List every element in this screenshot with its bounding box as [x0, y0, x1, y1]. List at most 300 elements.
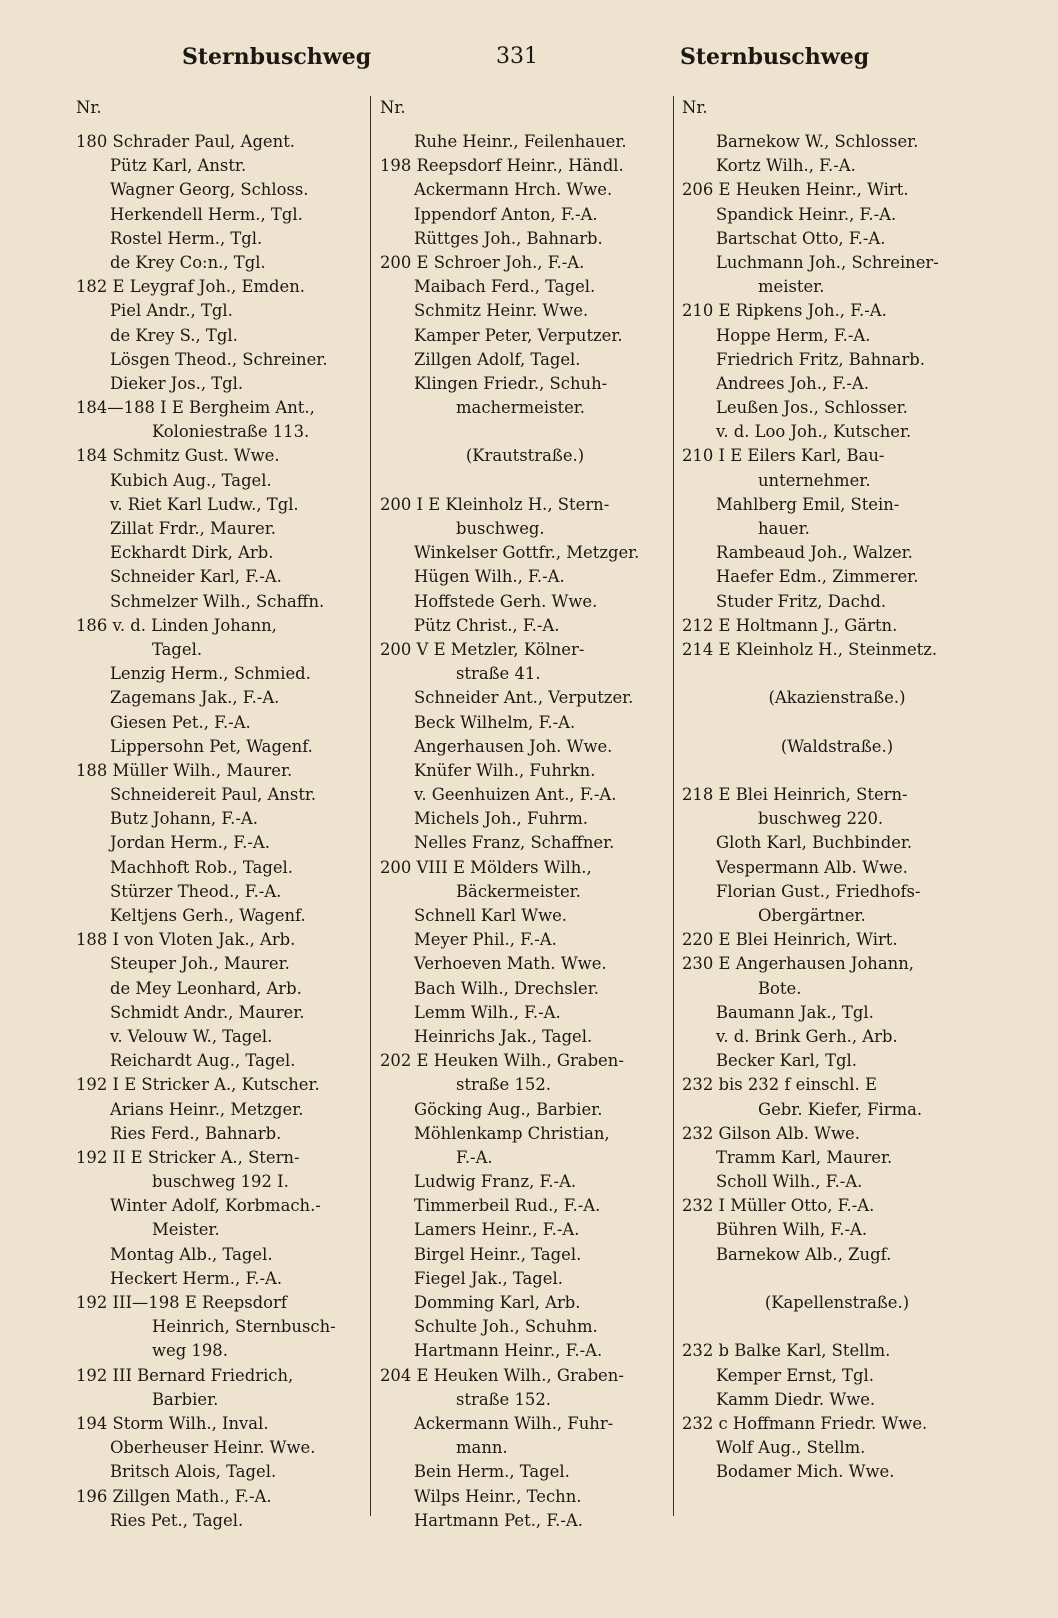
entry-text: Hoffmann Friedr. Wwe.	[732, 1413, 928, 1433]
resident-entry	[76, 251, 376, 275]
house-number: 182 E	[76, 277, 125, 297]
resident-entry	[682, 1388, 992, 1412]
entry-text: Lippersohn Pet, Wagenf.	[110, 736, 313, 756]
resident-entry	[380, 590, 670, 614]
column-nr-label: Nr.	[76, 98, 102, 117]
resident-entry	[76, 1049, 376, 1073]
entry-text: Verhoeven Math. Wwe.	[414, 954, 607, 974]
house-entry	[682, 1073, 992, 1097]
entry-text: Wagner Georg, Schloss.	[110, 180, 309, 200]
resident-entry	[682, 251, 992, 275]
entry-text: Spandick Heinr., F.-A.	[716, 204, 897, 224]
resident-entry	[380, 711, 670, 735]
entry-text: straße 152.	[456, 1075, 551, 1095]
blank-gap	[682, 1267, 992, 1291]
resident-entry	[76, 493, 376, 517]
entry-text: E Metzler, Kölner-	[433, 639, 585, 659]
entry-text: Ackermann Wilh., Fuhr-	[414, 1413, 614, 1433]
entry-text: v. Velouw W., Tagel.	[110, 1026, 273, 1046]
column-1	[76, 96, 376, 1533]
entry-text: Fiegel Jak., Tagel.	[414, 1268, 563, 1288]
entry-text: von Vloten Jak., Arb.	[124, 930, 296, 950]
resident-entry	[682, 372, 992, 396]
resident-entry	[76, 1460, 376, 1484]
resident-entry	[682, 1170, 992, 1194]
resident-entry	[380, 203, 670, 227]
entry-text: Kortz Wilh., F.-A.	[716, 156, 856, 176]
entry-text: Heinrichs Jak., Tagel.	[414, 1026, 593, 1046]
entry-text: Obergärtner.	[758, 906, 866, 925]
resident-entry	[380, 977, 670, 1001]
page-number: 331	[496, 44, 538, 69]
entry-text: F.-A.	[456, 1147, 493, 1167]
entry-text: Florian Gust., Friedhofs-	[716, 881, 921, 901]
entry-text: Lamers Heinr., F.-A.	[414, 1220, 580, 1240]
house-number: 192 III—198	[76, 1293, 180, 1312]
entry-text: Reichardt Aug., Tagel.	[110, 1051, 296, 1071]
resident-entry	[380, 1001, 670, 1025]
entry-text: E Heuken Wilh., Graben-	[416, 1051, 624, 1071]
entry-text: Winkelser Gottfr., Metzger.	[414, 543, 640, 563]
resident-entry	[76, 904, 376, 928]
entry-text: Meister.	[152, 1220, 220, 1240]
entry-text: Bodamer Mich. Wwe.	[716, 1462, 895, 1482]
entry-text: Maibach Ferd., Tagel.	[414, 277, 596, 297]
resident-entry	[380, 831, 670, 855]
entry-text: E Stricker A., Stern-	[130, 1147, 300, 1167]
entry-text: v. Riet Karl Ludw., Tgl.	[110, 494, 299, 514]
resident-entry	[76, 952, 376, 976]
house-entry	[682, 1122, 992, 1146]
entry-text: buschweg 220.	[758, 809, 884, 829]
entry-text: Bäckermeister.	[456, 881, 581, 901]
entry-text: Dieker Jos., Tgl.	[110, 373, 244, 393]
house-number: 232	[682, 1123, 714, 1143]
resident-entry	[76, 880, 376, 904]
entry-text: Müller Otto, F.-A.	[730, 1196, 875, 1216]
resident-entry	[76, 735, 376, 759]
entry-text: Kleinholz H., Steinmetz.	[735, 639, 938, 659]
house-number: 200 E	[380, 252, 429, 272]
entry-text: bis 232 f einschl. E	[718, 1075, 877, 1095]
resident-entry	[76, 1025, 376, 1049]
entry-text: Friedrich Fritz, Bahnarb.	[716, 349, 925, 369]
house-number: 212 E	[682, 615, 731, 635]
house-entry	[682, 178, 992, 202]
resident-entry	[380, 928, 670, 952]
resident-entry	[380, 783, 670, 807]
house-entry	[682, 928, 992, 952]
house-number: 198	[380, 156, 412, 176]
resident-entry	[76, 1122, 376, 1146]
resident-entry	[380, 1388, 670, 1412]
entry-text: Machhoft Rob., Tagel.	[110, 857, 293, 877]
house-entry	[380, 856, 670, 880]
resident-entry	[380, 735, 670, 759]
house-number: 220 E	[682, 930, 731, 950]
entry-text: Ripkens Joh., F.-A.	[735, 301, 887, 321]
entry-text: Wolf Aug., Stellm.	[716, 1438, 866, 1458]
resident-entry	[682, 154, 992, 178]
resident-entry	[682, 469, 992, 493]
house-entry	[76, 130, 376, 154]
entry-text: Eckhardt Dirk, Arb.	[110, 543, 274, 563]
house-entry	[380, 1364, 670, 1388]
resident-entry	[682, 1025, 992, 1049]
entry-text: Pütz Karl, Anstr.	[110, 156, 247, 176]
entry-text: Baumann Jak., Tgl.	[716, 1002, 874, 1022]
resident-entry	[380, 807, 670, 831]
resident-entry	[76, 638, 376, 662]
entry-text: Schmelzer Wilh., Schaffn.	[110, 591, 325, 611]
entry-text: E Reepsdorf	[184, 1293, 287, 1312]
blank-gap	[682, 1315, 992, 1339]
entry-text: Bühren Wilh, F.-A.	[716, 1220, 868, 1240]
entry-text: buschweg.	[456, 519, 545, 538]
house-number: 232	[682, 1075, 714, 1095]
resident-entry	[380, 1122, 670, 1146]
resident-entry	[380, 372, 670, 396]
resident-entry	[380, 517, 670, 541]
resident-entry	[76, 1194, 376, 1218]
entry-text: Ries Ferd., Bahnarb.	[110, 1123, 282, 1143]
house-entry	[682, 638, 992, 662]
resident-entry	[76, 203, 376, 227]
entry-text: v. d. Linden Johann,	[112, 615, 277, 635]
resident-entry	[76, 348, 376, 372]
entry-text: Gilson Alb. Wwe.	[718, 1123, 860, 1143]
entry-text: Zagemans Jak., F.-A.	[110, 688, 280, 708]
resident-entry	[682, 856, 992, 880]
entry-text: Vespermann Alb. Wwe.	[716, 857, 908, 877]
entry-text: Arians Heinr., Metzger.	[110, 1099, 304, 1119]
resident-entry	[682, 1049, 992, 1073]
house-entry	[380, 251, 670, 275]
resident-entry	[682, 1146, 992, 1170]
entry-text: Luchmann Joh., Schreiner-	[716, 252, 939, 272]
house-entry	[76, 1291, 376, 1315]
resident-entry	[380, 1412, 670, 1436]
entry-text: de Mey Leonhard, Arb.	[110, 978, 302, 998]
house-number: 214 E	[682, 639, 731, 659]
entry-text: Becker Karl, Tgl.	[716, 1051, 857, 1071]
resident-entry	[76, 541, 376, 565]
entry-text: E Kleinholz H., Stern-	[428, 494, 610, 514]
entry-text: E Heuken Wilh., Graben-	[416, 1365, 624, 1385]
entry-text: Schrader Paul, Agent.	[112, 132, 295, 151]
entry-text: Pütz Christ., F.-A.	[414, 615, 560, 635]
entry-text: Kamm Diedr. Wwe.	[716, 1389, 876, 1409]
entry-text: Butz Johann, F.-A.	[110, 809, 258, 829]
resident-entry	[76, 299, 376, 323]
resident-entry	[76, 1170, 376, 1194]
entry-text: Haefer Edm., Zimmerer.	[716, 567, 919, 587]
entry-text: Bernard Friedrich,	[137, 1365, 294, 1385]
resident-entry	[76, 469, 376, 493]
entry-text: Timmerbeil Rud., F.-A.	[414, 1196, 601, 1216]
entry-text: Barnekow W., Schlosser.	[716, 132, 919, 151]
resident-entry	[380, 1315, 670, 1339]
resident-entry	[682, 348, 992, 372]
column-3	[682, 96, 992, 1485]
blank-gap	[682, 711, 992, 735]
entry-text: Schnell Karl Wwe.	[414, 906, 568, 925]
resident-entry	[76, 686, 376, 710]
resident-entry	[76, 565, 376, 589]
resident-entry	[380, 1339, 670, 1363]
entry-text: Lemm Wilh., F.-A.	[414, 1002, 561, 1022]
entry-text: Zillgen Math., F.-A.	[112, 1486, 272, 1506]
entry-text: Zillgen Adolf, Tagel.	[414, 349, 581, 369]
entry-text: mann.	[456, 1438, 508, 1458]
resident-entry	[380, 1146, 670, 1170]
house-number: 188 I	[76, 930, 119, 950]
entry-text: Knüfer Wilh., Fuhrkn.	[414, 760, 596, 780]
house-entry	[682, 444, 992, 468]
entry-text: Leygraf Joh., Emden.	[129, 277, 305, 297]
entry-text: Michels Joh., Fuhrm.	[414, 809, 589, 829]
entry-text: de Krey S., Tgl.	[110, 325, 238, 345]
resident-entry	[380, 227, 670, 251]
house-number: 204	[380, 1365, 412, 1385]
entry-text: Bein Herm., Tagel.	[414, 1462, 570, 1482]
resident-entry	[380, 1267, 670, 1291]
entry-text: Möhlenkamp Christian,	[414, 1123, 610, 1143]
resident-entry	[76, 1001, 376, 1025]
entry-text: Schmitz Heinr. Wwe.	[414, 301, 589, 321]
resident-entry	[76, 1315, 376, 1339]
entry-text: Keltjens Gerh., Wagenf.	[110, 906, 306, 925]
resident-entry	[682, 420, 992, 444]
resident-entry	[682, 324, 992, 348]
house-entry	[380, 638, 670, 662]
resident-entry	[682, 1460, 992, 1484]
cross-street-heading: (Waldstraße.)	[780, 736, 894, 756]
resident-entry	[682, 493, 992, 517]
resident-entry	[76, 1436, 376, 1460]
resident-entry	[76, 831, 376, 855]
house-entry	[682, 952, 992, 976]
house-entry	[76, 1485, 376, 1509]
entry-text: Ackermann Hrch. Wwe.	[414, 180, 613, 200]
house-number: 194	[76, 1413, 108, 1433]
resident-entry	[380, 130, 670, 154]
house-number: 180	[76, 132, 108, 151]
house-number: 200 VIII	[380, 857, 448, 877]
house-number: 192 I	[76, 1075, 119, 1095]
blank-gap	[682, 662, 992, 686]
entry-text: Schmitz Gust. Wwe.	[112, 446, 280, 466]
entry-text: Mahlberg Emil, Stein-	[716, 494, 900, 514]
resident-entry	[76, 711, 376, 735]
resident-entry	[682, 517, 992, 541]
resident-entry	[682, 831, 992, 855]
entry-text: Gebr. Kiefer, Firma.	[758, 1099, 923, 1119]
resident-entry	[380, 299, 670, 323]
resident-entry	[682, 880, 992, 904]
entry-text: v. Geenhuizen Ant., F.-A.	[414, 785, 617, 805]
resident-entry	[76, 856, 376, 880]
resident-entry	[380, 1073, 670, 1097]
resident-entry	[682, 396, 992, 420]
entry-text: Hartmann Pet., F.-A.	[414, 1510, 583, 1530]
column-2	[380, 96, 670, 1533]
resident-entry	[682, 807, 992, 831]
resident-entry	[380, 275, 670, 299]
house-entry	[682, 614, 992, 638]
resident-entry	[76, 977, 376, 1001]
entry-text: v. d. Brink Gerh., Arb.	[716, 1026, 898, 1046]
resident-entry	[76, 372, 376, 396]
entry-text: Storm Wilh., Inval.	[112, 1413, 269, 1433]
house-entry	[380, 154, 670, 178]
entry-text: Herkendell Herm., Tgl.	[110, 204, 303, 224]
entry-text: Blei Heinrich, Stern-	[735, 785, 908, 805]
blank-gap	[380, 420, 670, 444]
entry-text: Schroer Joh., F.-A.	[433, 252, 585, 272]
house-entry	[76, 396, 376, 420]
house-number: 232 b	[682, 1341, 729, 1361]
resident-entry	[380, 1509, 670, 1533]
entry-text: Zillat Frdr., Maurer.	[110, 519, 276, 538]
entry-text: Birgel Heinr., Tagel.	[414, 1244, 582, 1264]
entry-text: Göcking Aug., Barbier.	[414, 1099, 603, 1119]
entry-text: Britsch Alois, Tagel.	[110, 1462, 277, 1482]
entry-text: Heinrich, Sternbusch-	[152, 1317, 336, 1337]
entry-text: de Krey Co:n., Tgl.	[110, 252, 266, 272]
entry-text: Steuper Joh., Maurer.	[110, 954, 290, 974]
resident-entry	[380, 904, 670, 928]
resident-entry	[380, 1291, 670, 1315]
resident-entry	[76, 227, 376, 251]
entry-text: Angerhausen Johann,	[735, 954, 914, 974]
entry-text: E Eilers Karl, Bau-	[730, 446, 885, 466]
resident-entry	[380, 1218, 670, 1242]
entry-text: E Mölders Wilh.,	[452, 857, 592, 877]
resident-entry	[682, 1001, 992, 1025]
resident-entry	[682, 1364, 992, 1388]
resident-entry	[76, 517, 376, 541]
entry-text: Giesen Pet., F.-A.	[110, 712, 251, 732]
entry-text: Stürzer Theod., F.-A.	[110, 881, 282, 901]
house-number: 232 c	[682, 1413, 728, 1433]
entry-text: buschweg 192 I.	[152, 1172, 289, 1192]
entry-text: E Bergheim Ant.,	[171, 398, 315, 418]
resident-entry	[682, 977, 992, 1001]
house-number: 186	[76, 615, 108, 635]
cross-street-heading: (Krautstraße.)	[465, 446, 585, 466]
resident-entry	[380, 396, 670, 420]
entry-text: Schneidereit Paul, Anstr.	[110, 785, 317, 805]
entry-text: Reepsdorf Heinr., Händl.	[416, 156, 624, 176]
entry-text: Heckert Herm., F.-A.	[110, 1268, 283, 1288]
resident-entry	[380, 952, 670, 976]
entry-text: Hoffstede Gerh. Wwe.	[414, 591, 598, 611]
entry-text: Klingen Friedr., Schuh-	[414, 373, 608, 393]
entry-text: Montag Alb., Tagel.	[110, 1244, 273, 1264]
resident-entry	[380, 662, 670, 686]
entry-text: Lenzig Herm., Schmied.	[110, 664, 311, 684]
resident-entry	[380, 1194, 670, 1218]
house-number: 210 I	[682, 446, 725, 466]
house-number: 192 II	[76, 1147, 126, 1167]
house-entry	[76, 759, 376, 783]
house-entry	[682, 1412, 992, 1436]
header-right-street: Sternbuschweg	[680, 44, 870, 70]
resident-entry	[380, 686, 670, 710]
resident-entry	[76, 1267, 376, 1291]
resident-entry	[682, 1218, 992, 1242]
entry-text: meister.	[758, 277, 825, 297]
house-number: 232 I	[682, 1196, 725, 1216]
house-number: 210 E	[682, 301, 731, 321]
resident-entry	[76, 1218, 376, 1242]
resident-entry	[380, 614, 670, 638]
resident-entry	[380, 880, 670, 904]
house-number: 202	[380, 1051, 412, 1071]
resident-entry	[380, 759, 670, 783]
house-entry	[682, 1339, 992, 1363]
resident-entry	[380, 348, 670, 372]
resident-entry	[380, 541, 670, 565]
entry-text: machermeister.	[456, 398, 586, 418]
house-entry	[682, 299, 992, 323]
entry-text: Bote.	[758, 978, 802, 998]
resident-entry	[76, 178, 376, 202]
header-left-street: Sternbuschweg	[182, 44, 372, 70]
entry-text: Blei Heinrich, Wirt.	[735, 930, 898, 950]
resident-entry	[682, 590, 992, 614]
resident-entry	[682, 541, 992, 565]
house-number: 196	[76, 1486, 108, 1506]
entry-text: Winter Adolf, Korbmach.-	[110, 1196, 321, 1216]
resident-entry	[380, 1460, 670, 1484]
entry-text: Barnekow Alb., Zugf.	[716, 1244, 892, 1264]
entry-text: Hoppe Herm, F.-A.	[716, 325, 871, 345]
entry-text: Meyer Phil., F.-A.	[414, 930, 557, 950]
house-entry	[76, 1073, 376, 1097]
house-number: 184	[76, 446, 108, 466]
resident-entry	[380, 1025, 670, 1049]
entry-text: Domming Karl, Arb.	[414, 1293, 581, 1312]
house-entry	[380, 1049, 670, 1073]
entry-text: v. d. Loo Joh., Kutscher.	[716, 422, 912, 442]
house-entry	[380, 493, 670, 517]
house-entry	[76, 1412, 376, 1436]
house-number: 218 E	[682, 785, 731, 805]
entry-text: Gloth Karl, Buchbinder.	[716, 833, 913, 853]
entry-text: Ludwig Franz, F.-A.	[414, 1172, 577, 1192]
entry-text: Barbier.	[152, 1389, 219, 1409]
entry-text: Rambeaud Joh., Walzer.	[716, 543, 913, 563]
house-entry	[76, 928, 376, 952]
entry-text: Bartschat Otto, F.-A.	[716, 228, 886, 248]
entry-text: Piel Andr., Tgl.	[110, 301, 233, 321]
entry-text: Lösgen Theod., Schreiner.	[110, 349, 328, 369]
resident-entry	[682, 275, 992, 299]
resident-entry	[682, 1098, 992, 1122]
house-number: 184—188 I	[76, 398, 167, 418]
resident-entry	[380, 1098, 670, 1122]
entry-text: hauer.	[758, 519, 810, 538]
entry-text: Schneider Ant., Verputzer.	[414, 688, 634, 708]
entry-text: Beck Wilhelm, F.-A.	[414, 712, 576, 732]
resident-entry	[682, 203, 992, 227]
resident-entry	[380, 1243, 670, 1267]
resident-entry	[380, 565, 670, 589]
resident-entry	[76, 1243, 376, 1267]
resident-entry	[76, 783, 376, 807]
